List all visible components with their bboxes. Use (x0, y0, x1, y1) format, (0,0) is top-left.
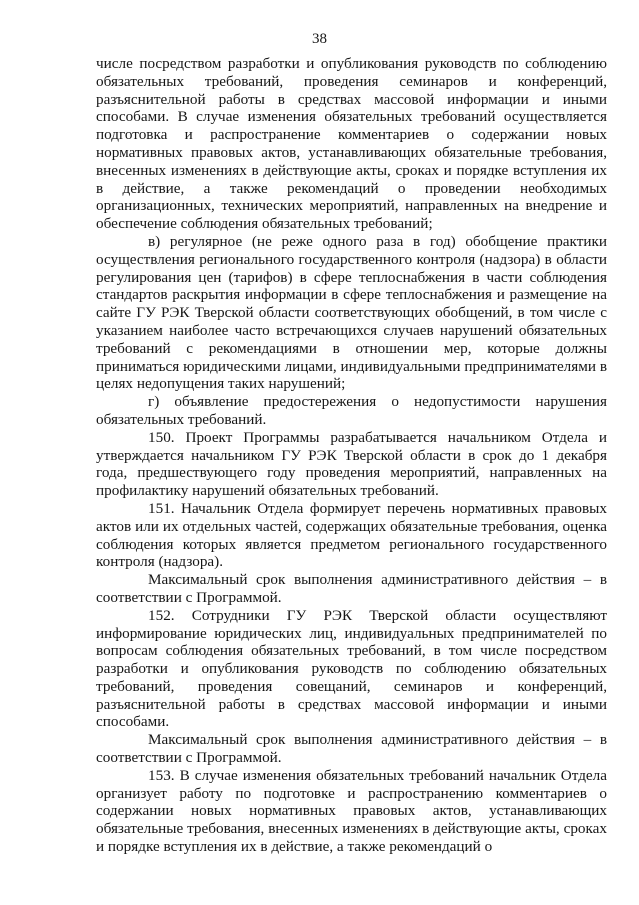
paragraph-item-v: в) регулярное (не реже одного раза в год) обобщение практики осуществления регионального государственного контроля (надзора) в области регулирования цен (тарифов) в сфере теплоснабжения в части соблюдения стандартов раскрытия информации в сфере теплоснабжения и размещение на сайте ГУ РЭК Тверской области соответствующих обобщений, в том числе с указанием наиболее часто встречающихся случаев нарушений обязательных требований с рекомендациями в отношении мер, которые должны приниматься юридическими лицами, индивидуальными предпринимателями в целях недопущения таких нарушений; (96, 232, 607, 393)
paragraph-153: 153. В случае изменения обязательных требований начальник Отдела организует работу по подготовке и распространению комментариев о содержании новых нормативных правовых актов, устанавливающих обязательные требования, внесенных изменениях в действующие акты, сроках и порядке вступления их в действие, а также рекомендаций о (96, 766, 607, 856)
paragraph-max-term-1: Максимальный срок выполнения административного действия – в соответствии с Программой. (96, 571, 607, 606)
paragraph-151: 151. Начальник Отдела формирует перечень нормативных правовых актов или их отдельных частей, содержащих обязательные требования, оценка соблюдения которых является предметом регионального государственного контроля (надзора). (96, 499, 607, 571)
paragraph-150: 150. Проект Программы разрабатывается начальником Отдела и утверждается начальником ГУ РЭК Тверской области в срок до 1 декабря года, предшествующего году проведения мероприятий, направленных на профилактику нарушений обязательных требований. (96, 428, 607, 500)
paragraph-continuation: числе посредством разработки и опубликования руководств по соблюдению обязательных требований, проведения семинаров и конференций, разъяснительной работы в средствах массовой информации и иными способами. В случае изменения обязательных требований осуществляется подготовка и распространение комментариев о содержании новых нормативных правовых актов, устанавливающих обязательные требования, внесенных изменениях в действующие акты, сроках и порядке вступления их в действие, а также рекомендаций о проведении необходимых организационных, технических мероприятий, направленных на внедрение и обеспечение соблюдения обязательных требований; (96, 55, 607, 233)
page-number: 38 (312, 31, 327, 47)
paragraph-item-g: г) объявление предостережения о недопустимости нарушения обязательных требований. (96, 393, 607, 428)
paragraph-max-term-2: Максимальный срок выполнения административного действия – в соответствии с Программой. (96, 731, 607, 767)
document-body (96, 55, 607, 856)
paragraph-152: 152. Сотрудники ГУ РЭК Тверской области осуществляют информирование юридических лиц, индивидуальных предпринимателей по вопросам соблюдения обязательных требований, в том числе посредством разработки и опубликования руководств по соблюдению обязательных требований, проведения совещаний, семинаров и конференций, разъяснительной работы в средствах массовой информации и иными способами. (96, 606, 607, 731)
